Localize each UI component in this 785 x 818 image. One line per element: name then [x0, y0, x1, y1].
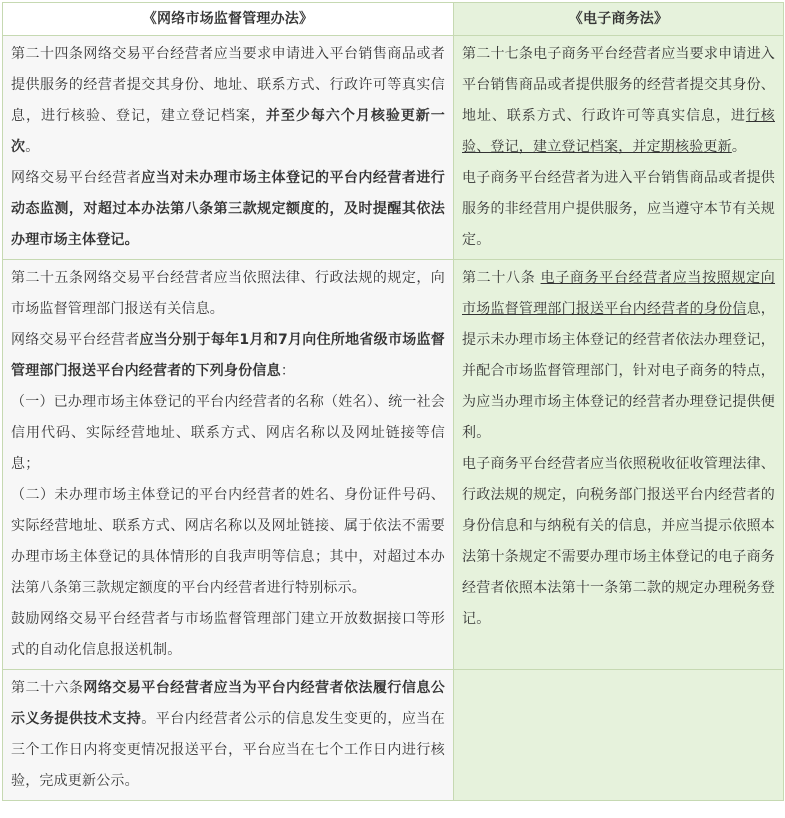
paragraph: 第二十五条网络交易平台经营者应当依照法律、行政法规的规定，向市场监督管理部门报送有关信息。 — [11, 270, 445, 317]
header-row — [3, 3, 784, 36]
underlined-text: 行核验、登记，建立登记档案，并定期核验更新 — [462, 108, 775, 155]
underlined-text: 电子商务平台经营者应当按照规定向市场监督管理部门报送平台内经营者的身份信 — [462, 270, 776, 317]
bold-text: 应当对未办理市场主体登记的平台内经营者进行动态监测，对超过本办法第八条第三款规定额度的，及时提醒其依法办理市场主体登记。 — [11, 170, 445, 248]
paragraph — [462, 263, 775, 449]
text-span: 第二十八条 — [462, 270, 541, 286]
right-column-header: 《电子商务法》 — [454, 3, 784, 36]
text-span: 。平台内经营者公示的信息发生变更的，应当在三个工作日内将变更情况报送平台，平台应当在七个工作日内进行核验，完成更新公示。 — [11, 711, 445, 789]
paragraph — [11, 325, 445, 387]
paragraph: （一）已办理市场主体登记的平台内经营者的名称（姓名）、统一社会信用代码、实际经营地址、联系方式、网店名称以及网址链接等信息； — [11, 394, 445, 472]
paragraph: 鼓励网络交易平台经营者与市场监督管理部门建立开放数据接口等形式的自动化信息报送机制。 — [11, 611, 445, 658]
paragraph — [11, 163, 445, 256]
text-span: 息，提示未办理市场主体登记的经营者依法办理登记，并配合市场监督管理部门，针对电子商务的特点，为应当办理市场主体登记的经营者办理登记提供便利。 — [462, 301, 776, 441]
table-row — [3, 36, 784, 260]
table-row — [3, 260, 784, 670]
right-cell-article-28 — [454, 260, 784, 670]
bold-text: 网络交易平台经营者应当为平台内经营者依法履行信息公示义务提供技术支持 — [11, 680, 446, 727]
text-span: 第二十七条电子商务平台经营者应当要求申请进入平台销售商品或者提供服务的经营者提交其身份、地址、联系方式、行政许可等真实信息，进 — [462, 46, 775, 124]
right-cell-article-27 — [454, 36, 784, 260]
paragraph — [462, 39, 775, 163]
paragraph — [11, 673, 445, 797]
text-span: 。 — [731, 139, 747, 155]
bold-text: 应当分别于每年1月和7月向住所地省级市场监督管理部门报送平台内经营者的下列身份信息 — [11, 332, 445, 379]
comparison-table — [2, 2, 784, 801]
left-cell-article-25 — [3, 260, 454, 670]
left-cell-article-24 — [3, 36, 454, 260]
bold-text: 并至少每六个月核验更新一次 — [11, 108, 445, 155]
paragraph: 电子商务平台经营者为进入平台销售商品或者提供服务的非经营用户提供服务，应当遵守本节有关规定。 — [462, 170, 775, 248]
text-span: 网络交易平台经营者 — [11, 332, 140, 348]
text-span: 。 — [25, 139, 40, 155]
text-span: ： — [280, 363, 296, 379]
table-row — [3, 670, 784, 801]
right-cell-empty — [454, 670, 784, 801]
text-span: 第二十四条网络交易平台经营者应当要求申请进入平台销售商品或者提供服务的经营者提交其身份、地址、联系方式、行政许可等真实信息，进行核验、登记，建立登记档案， — [11, 46, 445, 124]
paragraph: 电子商务平台经营者应当依照税收征收管理法律、行政法规的规定，向税务部门报送平台内经营者的身份信息和与纳税有关的信息，并应当提示依照本法第十条规定不需要办理市场主体登记的电子商务经营者依照本法第十一条第二款的规定办理税务登记。 — [462, 456, 775, 627]
paragraph — [11, 39, 445, 163]
text-span: 网络交易平台经营者 — [11, 170, 142, 186]
paragraph: （二）未办理市场主体登记的平台内经营者的姓名、身份证件号码、实际经营地址、联系方式、网店名称以及网址链接、属于依法不需要办理市场主体登记的具体情形的自我声明等信息；其中，对超过本办法第八条第三款规定额度的平台内经营者进行特别标示。 — [11, 487, 445, 596]
text-span: 第二十六条 — [11, 680, 84, 696]
left-cell-article-26 — [3, 670, 454, 801]
left-column-header: 《网络市场监督管理办法》 — [3, 3, 454, 36]
